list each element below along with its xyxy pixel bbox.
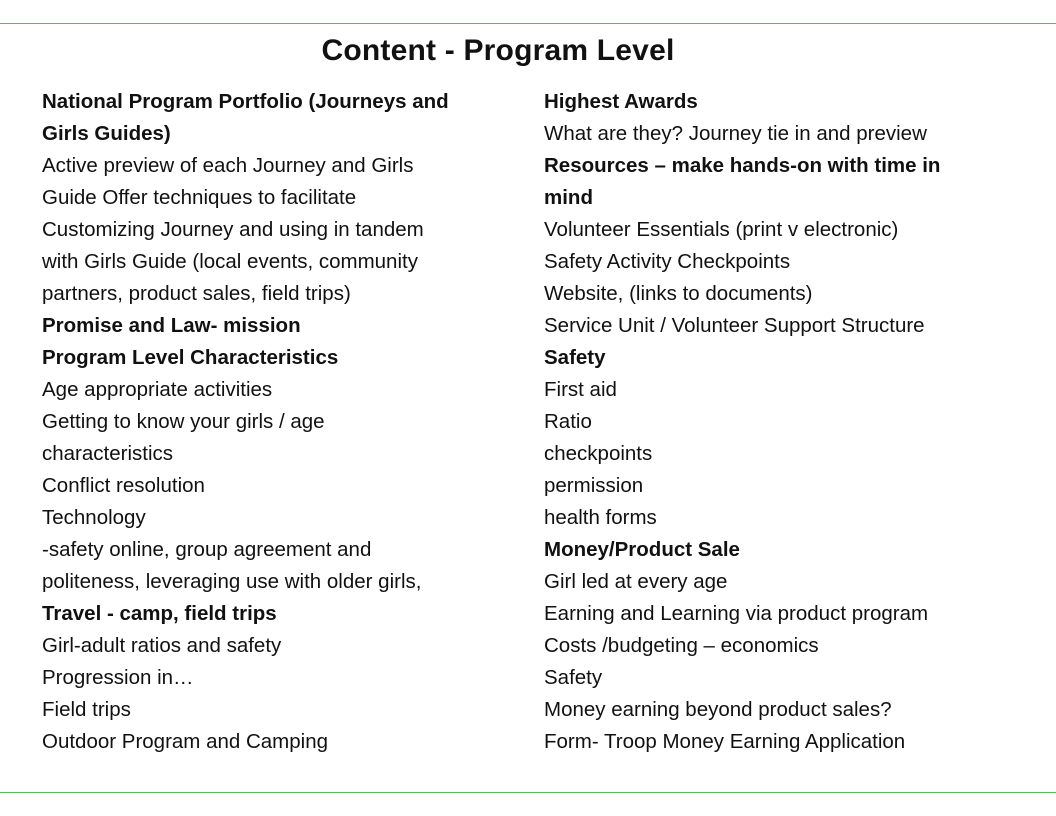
right-line: Ratio	[544, 410, 592, 433]
right-line: Earning and Learning via product program	[544, 602, 929, 625]
left-line: with Girls Guide (local events, community	[42, 250, 418, 273]
left-line: Guide Offer techniques to facilitate	[42, 186, 357, 209]
left-line: characteristics	[42, 442, 174, 465]
left-line: Conflict resolution	[42, 474, 205, 497]
right-line: Safety	[544, 666, 603, 689]
right-line: mind	[544, 186, 593, 209]
left-line: Age appropriate activities	[42, 378, 273, 401]
left-line: Progression in…	[42, 666, 194, 689]
right-line: Safety Activity Checkpoints	[544, 250, 791, 273]
left-line: Active preview of each Journey and Girls	[42, 154, 414, 177]
bottom-rule	[0, 792, 1056, 793]
right-line: Website, (links to documents)	[544, 282, 813, 305]
left-line: Girl-adult ratios and safety	[42, 634, 282, 657]
right-line: checkpoints	[544, 442, 653, 465]
left-line: Technology	[42, 506, 146, 529]
right-line: Service Unit / Volunteer Support Structure	[544, 314, 925, 337]
left-line: National Program Portfolio (Journeys and	[42, 90, 449, 113]
left-column	[42, 86, 512, 758]
page-title: Content - Program Level	[321, 34, 675, 67]
left-line: Getting to know your girls / age	[42, 410, 325, 433]
right-line: Money/Product Sale	[544, 538, 740, 561]
left-line: Customizing Journey and using in tandem	[42, 218, 424, 241]
top-rule	[0, 23, 1056, 24]
right-line: First aid	[544, 378, 617, 401]
right-column	[544, 86, 1044, 758]
right-line: Money earning beyond product sales?	[544, 698, 892, 721]
right-line: Resources – make hands-on with time in	[544, 154, 941, 177]
left-line: partners, product sales, field trips)	[42, 282, 351, 305]
left-line: Outdoor Program and Camping	[42, 730, 329, 753]
right-line: What are they? Journey tie in and preview	[544, 122, 927, 145]
right-line: health forms	[544, 506, 657, 529]
right-line: Form- Troop Money Earning Application	[544, 730, 906, 753]
left-line: Travel - camp, field trips	[42, 602, 277, 625]
left-line: Girls Guides)	[42, 122, 171, 145]
left-line: Program Level Characteristics	[42, 346, 339, 369]
left-line: Promise and Law- mission	[42, 314, 301, 337]
left-line: -safety online, group agreement and	[42, 538, 372, 561]
right-line: Safety	[544, 346, 606, 369]
right-line: Volunteer Essentials (print v electronic)	[544, 218, 899, 241]
right-line: Girl led at every age	[544, 570, 728, 593]
left-line: Field trips	[42, 698, 131, 721]
right-line: permission	[544, 474, 644, 497]
right-line: Highest Awards	[544, 90, 698, 113]
right-line: Costs /budgeting – economics	[544, 634, 819, 657]
left-line: politeness, leveraging use with older girls,	[42, 570, 422, 593]
